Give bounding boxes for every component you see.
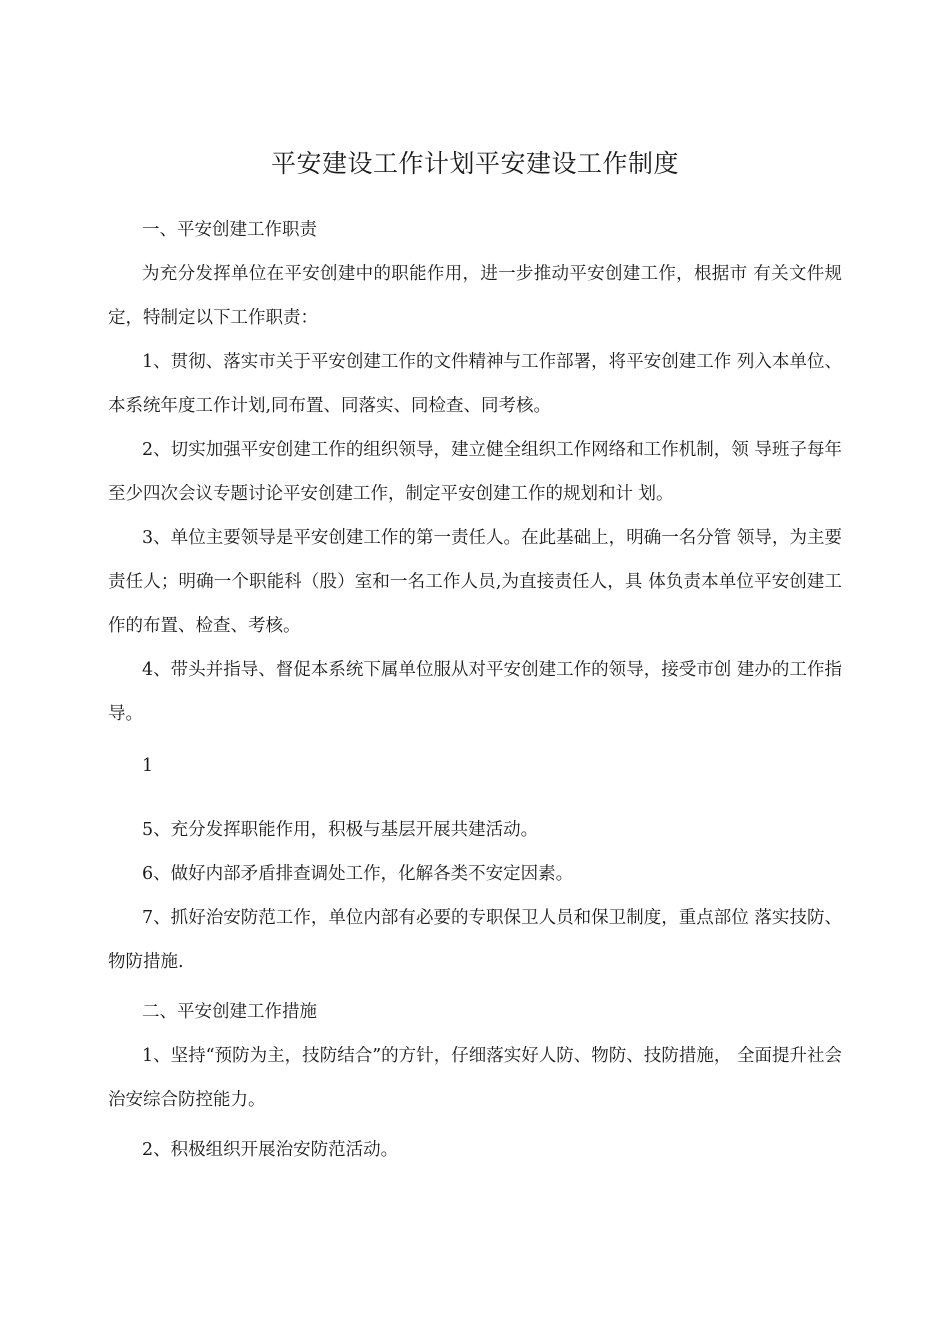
section-heading-responsibilities: 一、平安创建工作职责 xyxy=(142,220,317,240)
page-number: 1 xyxy=(142,756,154,776)
responsibility-item-4: 4、带头并指导、督促本系统下属单位服从对平安创建工作的领导，接受市创 建办的工作指导。 xyxy=(108,660,842,724)
intro-paragraph: 为充分发挥单位在平安创建中的职能作用，进一步推动平安创建工作，根据市 有关文件规定，特制定以下工作职责： xyxy=(108,264,842,328)
section-heading-measures: 二、平安创建工作措施 xyxy=(142,1002,317,1022)
measure-item-1: 1、坚持“预防为主，技防结合”的方针，仔细落实好人防、物防、技防措施， 全面提升社会治安综合防控能力。 xyxy=(108,1046,842,1110)
responsibility-item-7: 7、抓好治安防范工作，单位内部有必要的专职保卫人员和保卫制度，重点部位 落实技防、物防措施. xyxy=(108,908,842,972)
responsibility-item-1: 1、贯彻、落实市关于平安创建工作的文件精神与工作部署，将平安创建工作 列入本单位、本系统年度工作计划,同布置、同落实、同检查、同考核。 xyxy=(108,352,842,416)
responsibility-item-5: 5、充分发挥职能作用，积极与基层开展共建活动。 xyxy=(142,820,539,840)
document-title: 平安建设工作计划平安建设工作制度 xyxy=(270,149,679,178)
responsibility-item-6: 6、做好内部矛盾排查调处工作，化解各类不安定因素。 xyxy=(142,864,574,884)
measure-item-2: 2、积极组织开展治安防范活动。 xyxy=(142,1140,399,1160)
responsibility-item-3: 3、单位主要领导是平安创建工作的第一责任人。在此基础上，明确一名分管 领导，为主要责任人；明确一个职能科（股）室和一名工作人员,为直接责任人，具 体负责本单位平安创建工作的布置、检查、考核。 xyxy=(108,528,842,636)
responsibility-item-2: 2、切实加强平安创建工作的组织领导，建立健全组织工作网络和工作机制，领 导班子每年至少四次会议专题讨论平安创建工作，制定平安创建工作的规划和计 划。 xyxy=(108,440,842,504)
